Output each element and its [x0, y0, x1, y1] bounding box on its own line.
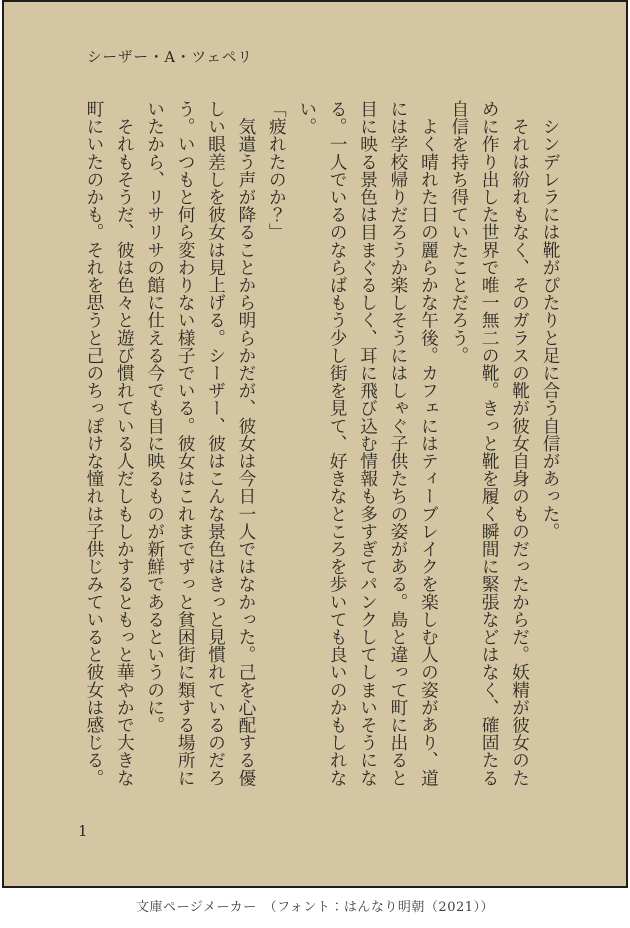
footer-credit: 文庫ページメーカー （フォント：はんなり明朝（2021）） [135, 900, 495, 915]
paragraph: 気遣う声が降ることから明らかだが、彼女は今日一人ではなかった。己を心配する優しい眼差しを彼女は見上げる。シーザー、彼はこんな景色はきっと見慣れているのだろう。いつもと何ら変わりない様子でいる。彼女はこれまでずっと貧困街に類する場所にいたから、リサリサの館に仕える今でも目に映るものが新鮮であるというのに。 [144, 100, 256, 787]
book-page [2, 0, 628, 888]
header-author-title: シーザー・A・ツェペリ [87, 50, 253, 66]
paragraph: シンデレラには靴がぴたりと足に合う自信があった。 [540, 100, 560, 540]
paragraph: それもそうだ、彼は色々と遊び慣れている人だしもしかするともっと華やかで大きな町にいたのかも。それを思うと己のちっぽけな憧れは子供じみていると彼女は感じる。 [83, 100, 135, 787]
page-number: 1 [78, 822, 88, 840]
vertical-text-body [79, 100, 566, 790]
paragraph: よく晴れた日の麗らかな午後。カフェにはティーブレイクを楽しむ人の姿があり、道には学校帰りだろうか楽しそうにはしゃぐ子供たちの姿がある。島と違って町に出ると目に映る景色は目まぐるしく、耳に飛び込む情報も多すぎてパンクしてしまいそうになる。一人でいるのならばもう少し街を見て、好きなところを歩いても良いのかもしれない。 [296, 100, 439, 787]
paragraph: それは紛れもなく、そのガラスの靴が彼女自身のものだったからだ。妖精が彼女のために作り出した世界で唯一無二の靴。きっと靴を履く瞬間に緊張などはなく、確固たる自信を持ち得ていたことだろう。 [448, 100, 530, 787]
paragraph-dialogue: 「疲れたのか？」 [266, 100, 287, 241]
